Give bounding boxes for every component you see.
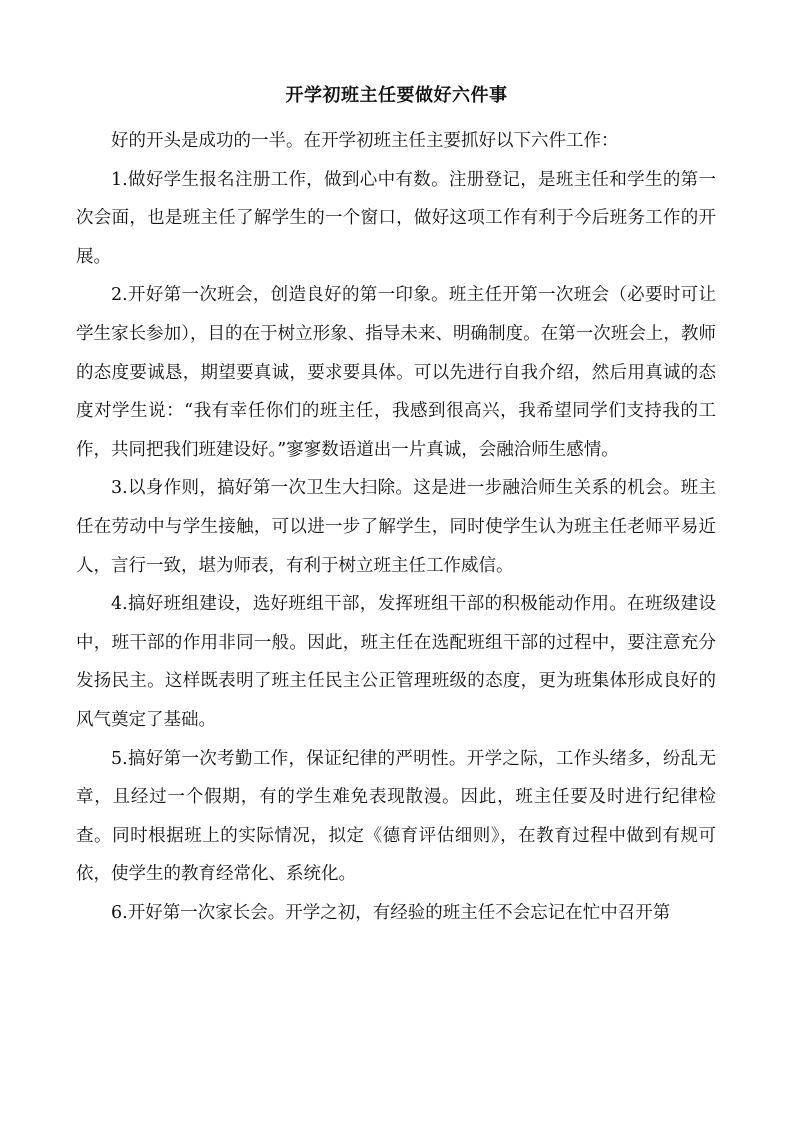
document-title: 开学初班主任要做好六件事 bbox=[285, 85, 508, 106]
item-2-paragraph: 2.开好第一次班会，创造良好的第一印象。班主任开第一次班会（必要时可让学生家长参加），目的在于树立形象、指导未来、明确制度。在第一次班会上，教师的态度要诚恳，期望要真诚，要求要具体。可以先进行自我介绍，然后用真诚的态度对学生说：“我有幸任你们的班主任，我感到很高兴，我希望同学们支持我的工作，共同把我们班建设好。”寥寥数语道出一片真诚，会融洽师生感情。 bbox=[76, 285, 716, 460]
item-3-paragraph: 3.以身作则，搞好第一次卫生大扫除。这是进一步融洽师生关系的机会。班主任在劳动中与学生接触，可以进一步了解学生，同时使学生认为班主任老师平易近人，言行一致，堪为师表，有利于树立班主任工作威信。 bbox=[76, 478, 716, 576]
item-1-paragraph: 1.做好学生报名注册工作，做到心中有数。注册登记，是班主任和学生的第一次会面，也是班主任了解学生的一个窗口，做好这项工作有利于今后班务工作的开展。 bbox=[76, 169, 716, 267]
item-4-paragraph: 4.搞好班组建设，选好班组干部，发挥班组干部的积极能动作用。在班级建设中，班干部的作用非同一般。因此，班主任在选配班组干部的过程中，要注意充分发扬民主。这样既表明了班主任民主公正管理班级的态度，更为班集体形成良好的风气奠定了基础。 bbox=[76, 594, 716, 730]
document-body bbox=[76, 122, 716, 932]
item-6-paragraph: 6.开好第一次家长会。开学之初，有经验的班主任不会忘记在忙中召开第 bbox=[111, 902, 671, 923]
item-5-paragraph: 5.搞好第一次考勤工作，保证纪律的严明性。开学之际，工作头绪多，纷乱无章，且经过一个假期，有的学生难免表现散漫。因此，班主任要及时进行纪律检查。同时根据班上的实际情况，拟定《德育评估细则》，在教育过程中做到有规可依，使学生的教育经常化、系统化。 bbox=[76, 748, 716, 885]
intro-paragraph: 好的开头是成功的一半。在开学初班主任主要抓好以下六件工作： bbox=[111, 131, 619, 151]
